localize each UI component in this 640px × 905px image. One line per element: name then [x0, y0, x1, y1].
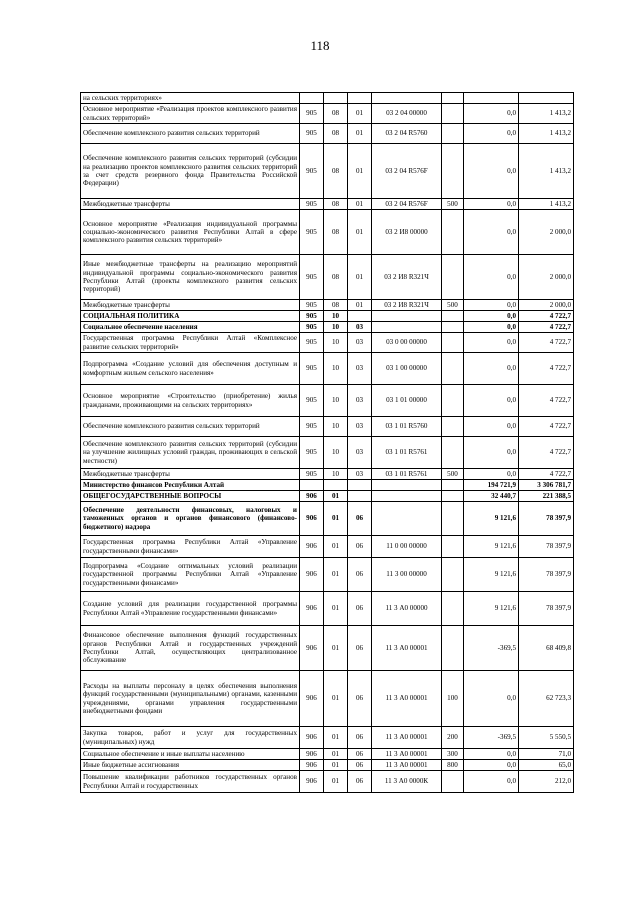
- table-row: [81, 469, 574, 480]
- section-code-cell: 01: [324, 771, 348, 793]
- section-code-cell: 08: [324, 210, 348, 255]
- table-row: [81, 255, 574, 300]
- subsection-code-cell: 01: [348, 210, 372, 255]
- subsection-code-cell: 06: [348, 727, 372, 749]
- section-code-cell: 01: [324, 626, 348, 671]
- subsection-code-cell: 06: [348, 771, 372, 793]
- row-name-cell: Основное мероприятие «Реализация индивидуальной программы социально-экономического развития Республики Алтай в сфере комплексного развития сельских территорий»: [81, 210, 300, 255]
- section-code-cell: 08: [324, 300, 348, 311]
- amount-total-cell: 212,0: [519, 771, 574, 793]
- section-code-cell: 01: [324, 727, 348, 749]
- target-article-cell: [372, 322, 442, 333]
- expense-type-cell: [442, 124, 464, 144]
- target-article-cell: 03 2 И8 00000: [372, 210, 442, 255]
- ministry-code-cell: 905: [300, 353, 324, 385]
- row-name-cell: ОБЩЕГОСУДАРСТВЕННЫЕ ВОПРОСЫ: [81, 491, 300, 502]
- target-article-cell: 03 2 И8 R321Ч: [372, 255, 442, 300]
- amount-total-cell: [519, 93, 574, 104]
- target-article-cell: 11 3 А0 00001: [372, 626, 442, 671]
- subsection-code-cell: 06: [348, 502, 372, 536]
- section-code-cell: 01: [324, 536, 348, 558]
- section-code-cell: 10: [324, 469, 348, 480]
- expense-type-cell: [442, 536, 464, 558]
- amount-change-cell: 0,0: [464, 671, 519, 727]
- target-article-cell: [372, 502, 442, 536]
- table-row: [81, 322, 574, 333]
- section-code-cell: 01: [324, 749, 348, 760]
- subsection-code-cell: 01: [348, 199, 372, 210]
- section-code-cell: 08: [324, 199, 348, 210]
- subsection-code-cell: 03: [348, 333, 372, 353]
- target-article-cell: 11 3 А0 00001: [372, 760, 442, 771]
- amount-total-cell: 78 397,9: [519, 536, 574, 558]
- ministry-code-cell: 906: [300, 671, 324, 727]
- section-code-cell: 10: [324, 311, 348, 322]
- section-code-cell: 08: [324, 104, 348, 124]
- ministry-code-cell: 906: [300, 760, 324, 771]
- amount-change-cell: 0,0: [464, 353, 519, 385]
- amount-total-cell: 4 722,7: [519, 333, 574, 353]
- subsection-code-cell: 01: [348, 124, 372, 144]
- row-name-cell: Межбюджетные трансферты: [81, 469, 300, 480]
- target-article-cell: 11 3 00 00000: [372, 558, 442, 592]
- section-code-cell: 10: [324, 437, 348, 469]
- subsection-code-cell: 01: [348, 144, 372, 199]
- table-row: [81, 199, 574, 210]
- expense-type-cell: [442, 385, 464, 417]
- amount-change-cell: -369,5: [464, 727, 519, 749]
- subsection-code-cell: 03: [348, 322, 372, 333]
- table-row: [81, 480, 574, 491]
- ministry-code-cell: 905: [300, 417, 324, 437]
- row-name-cell: Финансовое обеспечение выполнения функций государственных органов Республики Алтай и государственных учреждений Республики Алтай, осуществляющих централизованное обслуживание: [81, 626, 300, 671]
- section-code-cell: [324, 93, 348, 104]
- ministry-code-cell: 905: [300, 144, 324, 199]
- table-row: [81, 353, 574, 385]
- row-name-cell: Создание условий для реализации государственной программы Республики Алтай «Управление государственными финансами»: [81, 592, 300, 626]
- amount-total-cell: 221 388,5: [519, 491, 574, 502]
- amount-total-cell: 4 722,7: [519, 469, 574, 480]
- subsection-code-cell: 06: [348, 558, 372, 592]
- target-article-cell: 03 2 04 R576F: [372, 199, 442, 210]
- section-code-cell: 10: [324, 417, 348, 437]
- ministry-code-cell: 905: [300, 322, 324, 333]
- row-name-cell: Социальное обеспечение и иные выплаты населению: [81, 749, 300, 760]
- expense-type-cell: 500: [442, 469, 464, 480]
- amount-total-cell: 1 413,2: [519, 104, 574, 124]
- target-article-cell: 11 0 00 00000: [372, 536, 442, 558]
- expense-type-cell: [442, 626, 464, 671]
- ministry-code-cell: 906: [300, 558, 324, 592]
- target-article-cell: 11 3 А0 00000: [372, 592, 442, 626]
- amount-change-cell: 0,0: [464, 124, 519, 144]
- amount-change-cell: 0,0: [464, 437, 519, 469]
- amount-total-cell: 3 306 781,7: [519, 480, 574, 491]
- section-code-cell: 10: [324, 333, 348, 353]
- expense-type-cell: [442, 353, 464, 385]
- section-code-cell: 01: [324, 671, 348, 727]
- amount-change-cell: 0,0: [464, 210, 519, 255]
- row-name-cell: Социальное обеспечение населения: [81, 322, 300, 333]
- amount-total-cell: 68 409,8: [519, 626, 574, 671]
- subsection-code-cell: 06: [348, 671, 372, 727]
- row-name-cell: Министерство финансов Республики Алтай: [81, 480, 300, 491]
- subsection-code-cell: [348, 311, 372, 322]
- amount-total-cell: 71,0: [519, 749, 574, 760]
- target-article-cell: 03 1 01 R5761: [372, 469, 442, 480]
- target-article-cell: [372, 93, 442, 104]
- table-row: [81, 491, 574, 502]
- section-code-cell: 10: [324, 353, 348, 385]
- budget-table: [80, 92, 574, 793]
- table-row: [81, 671, 574, 727]
- amount-change-cell: 32 440,7: [464, 491, 519, 502]
- target-article-cell: 03 1 01 00000: [372, 385, 442, 417]
- table-row: [81, 104, 574, 124]
- expense-type-cell: [442, 333, 464, 353]
- subsection-code-cell: 03: [348, 385, 372, 417]
- subsection-code-cell: 06: [348, 536, 372, 558]
- target-article-cell: [372, 491, 442, 502]
- row-name-cell: Подпрограмма «Создание оптимальных условий реализации государственной программы Республики Алтай «Управление государственными финансами»: [81, 558, 300, 592]
- row-name-cell: Подпрограмма «Создание условий для обеспечения доступным и комфортным жильем сельского населения»: [81, 353, 300, 385]
- amount-total-cell: 4 722,7: [519, 322, 574, 333]
- ministry-code-cell: 905: [300, 300, 324, 311]
- subsection-code-cell: 03: [348, 469, 372, 480]
- table-body: [81, 93, 574, 793]
- amount-change-cell: 0,0: [464, 199, 519, 210]
- expense-type-cell: [442, 592, 464, 626]
- row-name-cell: на сельских территориях»: [81, 93, 300, 104]
- ministry-code-cell: 905: [300, 104, 324, 124]
- row-name-cell: Обеспечение комплексного развития сельских территорий: [81, 124, 300, 144]
- subsection-code-cell: 03: [348, 417, 372, 437]
- subsection-code-cell: 03: [348, 437, 372, 469]
- ministry-code-cell: [300, 93, 324, 104]
- ministry-code-cell: 906: [300, 536, 324, 558]
- subsection-code-cell: 06: [348, 626, 372, 671]
- amount-change-cell: 0,0: [464, 255, 519, 300]
- section-code-cell: 08: [324, 144, 348, 199]
- amount-change-cell: 0,0: [464, 760, 519, 771]
- subsection-code-cell: 06: [348, 749, 372, 760]
- row-name-cell: Государственная программа Республики Алтай «Комплексное развитие сельских территорий»: [81, 333, 300, 353]
- expense-type-cell: [442, 210, 464, 255]
- section-code-cell: [324, 480, 348, 491]
- table-row: [81, 124, 574, 144]
- expense-type-cell: 100: [442, 671, 464, 727]
- table-row: [81, 385, 574, 417]
- ministry-code-cell: [300, 480, 324, 491]
- amount-total-cell: 78 397,9: [519, 502, 574, 536]
- table-row: [81, 417, 574, 437]
- table-row: [81, 311, 574, 322]
- table-row: [81, 437, 574, 469]
- table-row: [81, 144, 574, 199]
- table-row: [81, 592, 574, 626]
- ministry-code-cell: 905: [300, 333, 324, 353]
- amount-change-cell: 0,0: [464, 300, 519, 311]
- subsection-code-cell: [348, 480, 372, 491]
- amount-total-cell: 78 397,9: [519, 558, 574, 592]
- amount-total-cell: 65,0: [519, 760, 574, 771]
- expense-type-cell: [442, 480, 464, 491]
- expense-type-cell: 200: [442, 727, 464, 749]
- amount-total-cell: 4 722,7: [519, 417, 574, 437]
- row-name-cell: Иные бюджетные ассигнования: [81, 760, 300, 771]
- amount-total-cell: 1 413,2: [519, 144, 574, 199]
- ministry-code-cell: 906: [300, 592, 324, 626]
- amount-change-cell: 0,0: [464, 311, 519, 322]
- expense-type-cell: 300: [442, 749, 464, 760]
- amount-total-cell: 2 000,0: [519, 210, 574, 255]
- amount-total-cell: 2 000,0: [519, 255, 574, 300]
- ministry-code-cell: 905: [300, 255, 324, 300]
- row-name-cell: Межбюджетные трансферты: [81, 199, 300, 210]
- table-row: [81, 771, 574, 793]
- subsection-code-cell: 06: [348, 760, 372, 771]
- amount-change-cell: 9 121,6: [464, 558, 519, 592]
- amount-total-cell: 4 722,7: [519, 311, 574, 322]
- amount-change-cell: 0,0: [464, 469, 519, 480]
- ministry-code-cell: 905: [300, 210, 324, 255]
- row-name-cell: Государственная программа Республики Алтай «Управление государственными финансами»: [81, 536, 300, 558]
- table-row: [81, 760, 574, 771]
- row-name-cell: Повышение квалификации работников государственных органов Республики Алтай и государственных: [81, 771, 300, 793]
- amount-total-cell: 4 722,7: [519, 385, 574, 417]
- row-name-cell: Основное мероприятие «Реализация проектов комплексного развития сельских территорий»: [81, 104, 300, 124]
- expense-type-cell: [442, 417, 464, 437]
- section-code-cell: 10: [324, 322, 348, 333]
- target-article-cell: 03 1 01 R5760: [372, 417, 442, 437]
- section-code-cell: 01: [324, 592, 348, 626]
- subsection-code-cell: 03: [348, 353, 372, 385]
- amount-total-cell: 1 413,2: [519, 124, 574, 144]
- amount-total-cell: 4 722,7: [519, 353, 574, 385]
- amount-change-cell: 0,0: [464, 417, 519, 437]
- row-name-cell: Обеспечение комплексного развития сельских территорий: [81, 417, 300, 437]
- expense-type-cell: [442, 322, 464, 333]
- section-code-cell: 01: [324, 558, 348, 592]
- ministry-code-cell: 906: [300, 491, 324, 502]
- expense-type-cell: [442, 437, 464, 469]
- target-article-cell: 03 2 И8 R321Ч: [372, 300, 442, 311]
- section-code-cell: 08: [324, 255, 348, 300]
- expense-type-cell: [442, 311, 464, 322]
- amount-change-cell: 0,0: [464, 322, 519, 333]
- row-name-cell: Закупка товаров, работ и услуг для государственных (муниципальных) нужд: [81, 727, 300, 749]
- ministry-code-cell: 905: [300, 437, 324, 469]
- amount-change-cell: 9 121,6: [464, 592, 519, 626]
- amount-change-cell: 0,0: [464, 144, 519, 199]
- target-article-cell: 03 2 04 R576F: [372, 144, 442, 199]
- row-name-cell: Межбюджетные трансферты: [81, 300, 300, 311]
- ministry-code-cell: 906: [300, 727, 324, 749]
- amount-total-cell: 4 722,7: [519, 437, 574, 469]
- expense-type-cell: 500: [442, 199, 464, 210]
- table-row: [81, 558, 574, 592]
- row-name-cell: Иные межбюджетные трансферты на реализацию мероприятий индивидуальной программы социально-экономического развития Республики Алтай (проекты комплексного развития сельских территорий): [81, 255, 300, 300]
- section-code-cell: 01: [324, 502, 348, 536]
- ministry-code-cell: 906: [300, 749, 324, 760]
- ministry-code-cell: 905: [300, 124, 324, 144]
- subsection-code-cell: 01: [348, 255, 372, 300]
- amount-change-cell: 0,0: [464, 385, 519, 417]
- target-article-cell: [372, 311, 442, 322]
- target-article-cell: 11 3 А0 00001: [372, 749, 442, 760]
- target-article-cell: 03 1 00 00000: [372, 353, 442, 385]
- subsection-code-cell: 01: [348, 104, 372, 124]
- row-name-cell: Обеспечение деятельности финансовых, налоговых и таможенных органов и органов финансового (финансово-бюджетного) надзора: [81, 502, 300, 536]
- amount-change-cell: 0,0: [464, 771, 519, 793]
- row-name-cell: Обеспечение комплексного развития сельских территорий (субсидии на улучшение жилищных условий граждан, проживающих в сельской местности): [81, 437, 300, 469]
- amount-change-cell: 194 721,9: [464, 480, 519, 491]
- subsection-code-cell: 01: [348, 300, 372, 311]
- ministry-code-cell: 905: [300, 199, 324, 210]
- row-name-cell: Основное мероприятие «Строительство (приобретение) жилья гражданами, проживающими на сельских территориях»: [81, 385, 300, 417]
- target-article-cell: [372, 480, 442, 491]
- expense-type-cell: [442, 502, 464, 536]
- expense-type-cell: 800: [442, 760, 464, 771]
- section-code-cell: 10: [324, 385, 348, 417]
- table-row: [81, 626, 574, 671]
- amount-total-cell: 62 723,3: [519, 671, 574, 727]
- expense-type-cell: [442, 491, 464, 502]
- section-code-cell: 01: [324, 760, 348, 771]
- subsection-code-cell: [348, 93, 372, 104]
- table-row: [81, 300, 574, 311]
- row-name-cell: Расходы на выплаты персоналу в целях обеспечения выполнения функций государственными (муниципальными) органами, казенными учреждениями, органами управления государственными внебюджетными фондами: [81, 671, 300, 727]
- table-row: [81, 93, 574, 104]
- ministry-code-cell: 906: [300, 771, 324, 793]
- table-row: [81, 727, 574, 749]
- subsection-code-cell: [348, 491, 372, 502]
- expense-type-cell: [442, 93, 464, 104]
- target-article-cell: 11 3 А0 0000К: [372, 771, 442, 793]
- row-name-cell: Обеспечение комплексного развития сельских территорий (субсидии на реализацию проектов комплексного развития сельских территорий за счет средств резервного фонда Правительства Российской Федерации): [81, 144, 300, 199]
- amount-change-cell: 0,0: [464, 104, 519, 124]
- ministry-code-cell: 905: [300, 385, 324, 417]
- amount-change-cell: -369,5: [464, 626, 519, 671]
- ministry-code-cell: 906: [300, 626, 324, 671]
- table-row: [81, 536, 574, 558]
- subsection-code-cell: 06: [348, 592, 372, 626]
- target-article-cell: 03 0 00 00000: [372, 333, 442, 353]
- table-row: [81, 749, 574, 760]
- amount-total-cell: 5 550,5: [519, 727, 574, 749]
- page-number: 118: [310, 38, 330, 53]
- target-article-cell: 11 3 А0 00001: [372, 671, 442, 727]
- amount-change-cell: [464, 93, 519, 104]
- amount-change-cell: 9 121,6: [464, 536, 519, 558]
- ministry-code-cell: 905: [300, 469, 324, 480]
- section-code-cell: 08: [324, 124, 348, 144]
- amount-change-cell: 0,0: [464, 333, 519, 353]
- amount-total-cell: 78 397,9: [519, 592, 574, 626]
- ministry-code-cell: 906: [300, 502, 324, 536]
- target-article-cell: 11 3 А0 00001: [372, 727, 442, 749]
- expense-type-cell: [442, 255, 464, 300]
- section-code-cell: 01: [324, 491, 348, 502]
- target-article-cell: 03 2 04 R5760: [372, 124, 442, 144]
- amount-change-cell: 9 121,6: [464, 502, 519, 536]
- amount-total-cell: 2 000,0: [519, 300, 574, 311]
- amount-change-cell: 0,0: [464, 749, 519, 760]
- amount-total-cell: 1 413,2: [519, 199, 574, 210]
- table-row: [81, 333, 574, 353]
- ministry-code-cell: 905: [300, 311, 324, 322]
- target-article-cell: 03 1 01 R5761: [372, 437, 442, 469]
- expense-type-cell: [442, 558, 464, 592]
- row-name-cell: СОЦИАЛЬНАЯ ПОЛИТИКА: [81, 311, 300, 322]
- table-row: [81, 210, 574, 255]
- expense-type-cell: [442, 144, 464, 199]
- expense-type-cell: [442, 104, 464, 124]
- expense-type-cell: 500: [442, 300, 464, 311]
- expense-type-cell: [442, 771, 464, 793]
- target-article-cell: 03 2 04 00000: [372, 104, 442, 124]
- table-row: [81, 502, 574, 536]
